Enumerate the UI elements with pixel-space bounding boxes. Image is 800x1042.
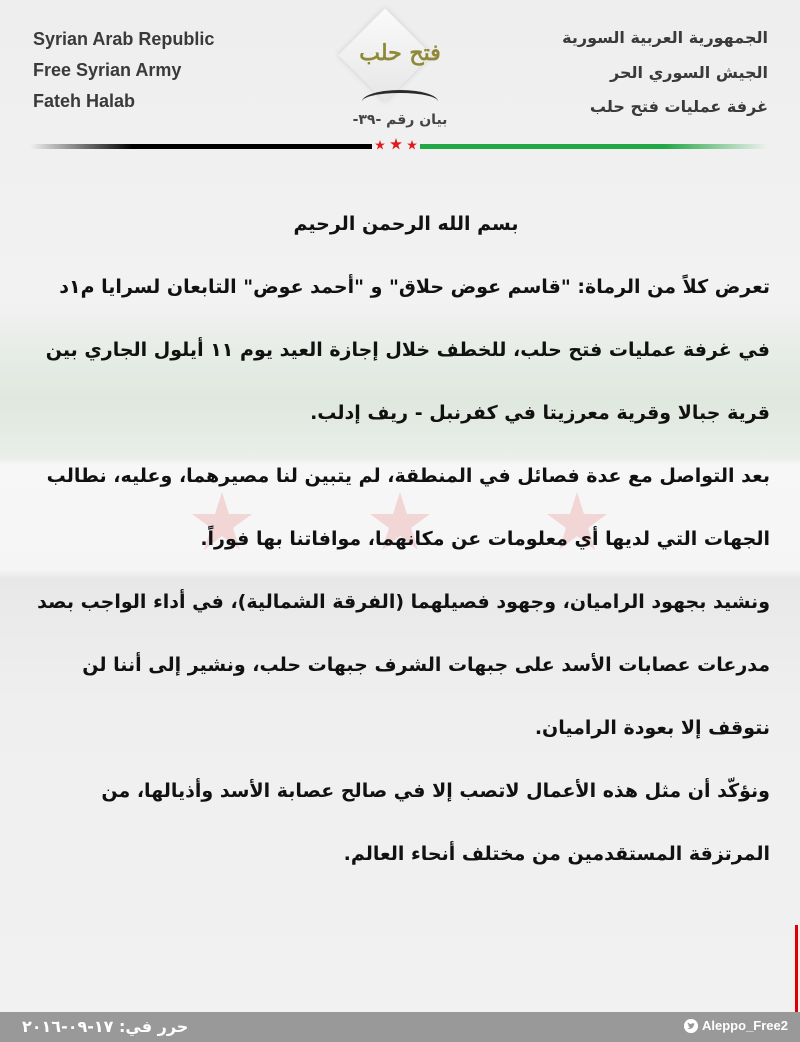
stars-icon xyxy=(374,138,418,152)
body-line: بعد التواصل مع عدة فصائل في المنطقة، لم يتبين لنا مصيرهما، وعليه، نطالب xyxy=(46,465,770,487)
logo-arc xyxy=(362,90,438,113)
body-line: قرية جبالا وقرية معرزيتا في كفرنبل - ريف إدلب. xyxy=(310,402,770,424)
body-line: المرتزقة المستقدمين من مختلف أنحاء العالم. xyxy=(343,843,770,865)
twitter-handle: Aleppo_Free2 xyxy=(702,1018,788,1033)
issue-date: حرر في: ١٧-٠٩-٢٠١٦ xyxy=(22,1017,189,1036)
statement-number: بيان رقم -٣٩- xyxy=(352,112,448,128)
body-line: ونؤكّد أن مثل هذه الأعمال لاتصب إلا في صالح عصابة الأسد وأذيالها، من xyxy=(101,780,770,802)
footer-bar xyxy=(0,1012,800,1042)
army-label-ar: الجيش السوري الحر xyxy=(610,63,768,82)
body-line: ونشيد بجهود الراميان، وجهود فصيلهما (الفرقة الشمالية)، في أداء الواجب بصد xyxy=(37,591,770,613)
group-label-ar: غرفة عمليات فتح حلب xyxy=(589,97,768,116)
army-label: Free Syrian Army xyxy=(33,60,182,80)
twitter-link[interactable] xyxy=(684,1018,788,1033)
body-line: مدرعات عصابات الأسد على جبهات الشرف جبهات حلب، ونشير إلى أننا لن xyxy=(82,654,770,676)
twitter-icon xyxy=(684,1019,698,1033)
divider-green xyxy=(420,144,768,149)
body-line: الجهات التي لديها أي معلومات عن مكانهما، موافاتنا بها فوراً. xyxy=(200,528,770,550)
body-line: تعرض كلاً من الرماة: "قاسم عوض حلاق" و "أحمد عوض" التابعان لسرايا م١د xyxy=(59,276,770,298)
group-label: Fateh Halab xyxy=(33,91,136,111)
statement-body xyxy=(22,210,770,903)
body-line: في غرفة عمليات فتح حلب، للخطف خلال إجازة العيد يوم ١١ أيلول الجاري بين xyxy=(45,339,770,361)
country-label-ar: الجمهورية العربية السورية xyxy=(562,28,768,47)
logo-calligraphy: فتح حلب xyxy=(359,40,441,66)
basmala: بسم الله الرحمن الرحيم xyxy=(293,213,519,235)
divider-black xyxy=(30,144,372,149)
body-line: نتوقف إلا بعودة الراميان. xyxy=(534,717,770,739)
country-label: Syrian Arab Republic xyxy=(33,29,215,49)
